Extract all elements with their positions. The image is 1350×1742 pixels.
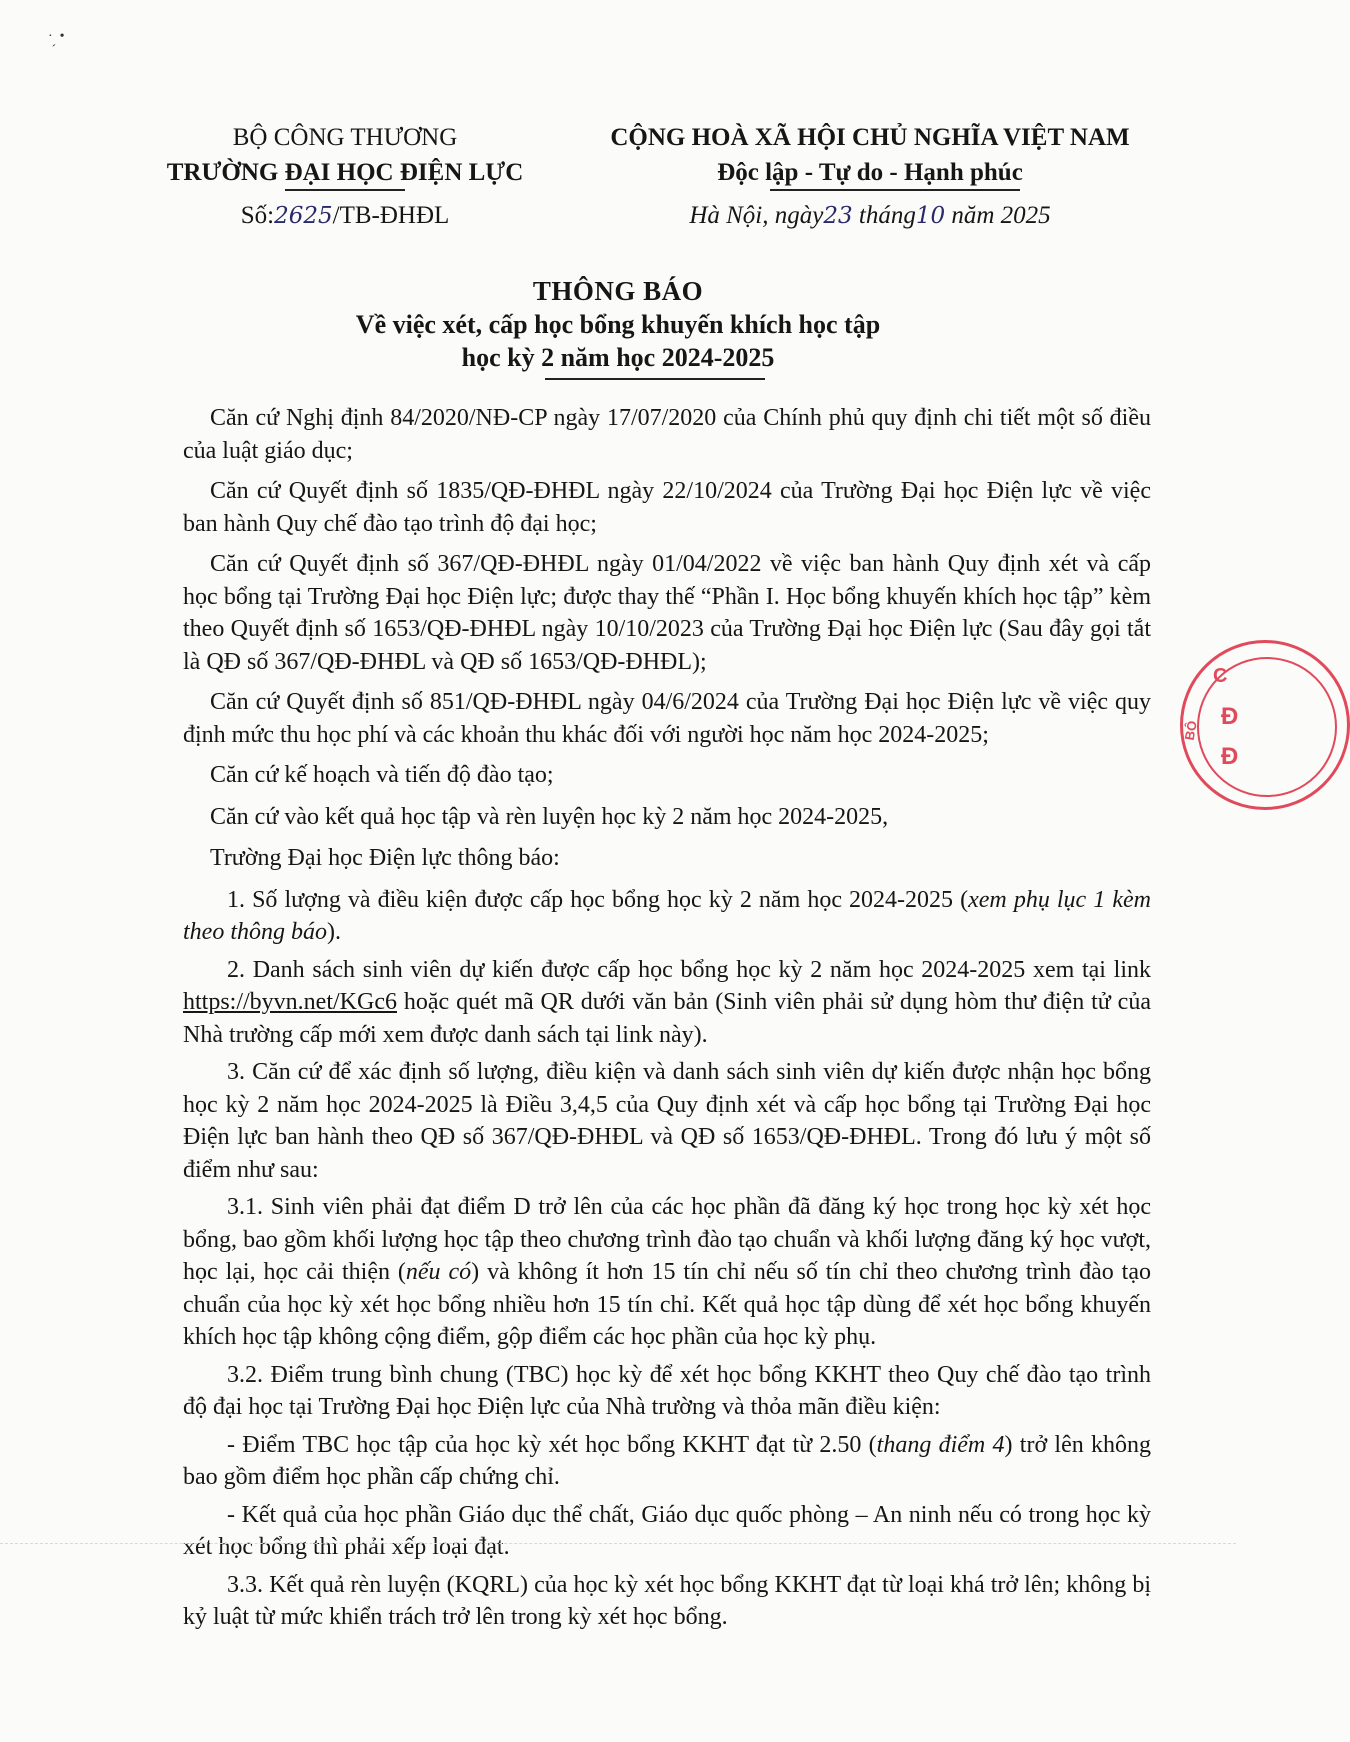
item-2-end: hoặc quét mã QR dưới văn bản (Sinh viên phải sử dụng hòm thư điện tử của Nhà trường cấp mới xem được danh sách tại link này).: [183, 989, 1151, 1048]
item-3-2: 3.2. Điểm trung bình chung (TBC) học kỳ để xét học bổng KKHT theo Quy chế đào tạo trình độ đại học tại Trường Đại học Điện lực của Nhà trường và thỏa mãn điều kiện:: [183, 1361, 1151, 1420]
item-2-text: 2. Danh sách sinh viên dự kiến được cấp học bổng học kỳ 2 năm học 2024-2025 xem tại link: [227, 956, 1151, 983]
item-3-1-italic: nếu có: [405, 1259, 472, 1285]
basis-paragraph-5: Căn cứ kế hoạch và tiến độ đào tạo;: [210, 762, 554, 788]
date-day: 23: [823, 203, 853, 229]
item-3-1: [183, 1191, 1151, 1354]
stamp-ring-text: BỘ: [1181, 719, 1200, 742]
date-part-2: tháng: [858, 202, 916, 229]
stamp-letter-top: C: [1213, 665, 1228, 687]
item-1-text: 1. Số lượng và điều kiện được cấp học bổng học kỳ 2 năm học 2024-2025 (: [227, 886, 969, 913]
title-line-1: Về việc xét, cấp học bổng khuyến khích học tập: [355, 310, 881, 339]
number-suffix: /TB-ĐHĐL: [332, 202, 450, 229]
condition-1-end: ) trở lên không bao gồm điểm học phần cấp chứng chỉ.: [183, 1431, 1151, 1490]
list-link[interactable]: https://byvn.net/KGc6: [183, 989, 397, 1015]
basis-paragraph-3: Căn cứ Quyết định số 367/QĐ-ĐHĐL ngày 01/04/2022 về việc ban hành Quy định xét và cấp học bổng tại Trường Đại học Điện lực; được thay thế “Phần I. Học bổng khuyến khích học tập” kèm theo Quyết định số 1653/QĐ-ĐHĐL ngày 10/10/2023 của Trường Đại học Điện lực (Sau đây gọi tắt là QĐ số 367/QĐ-ĐHĐL và QĐ số 1653/QĐ-ĐHĐL);: [183, 551, 1151, 675]
item-1-end: ).: [327, 919, 341, 945]
item-2: [183, 954, 1151, 1052]
scan-fold-line: [0, 1543, 1236, 1544]
header-left-underline: [285, 189, 405, 191]
basis-paragraph-4: Căn cứ Quyết định số 851/QĐ-ĐHĐL ngày 04/6/2024 của Trường Đại học Điện lực về việc quy định mức thu học phí và các khoản thu khác đối với người học năm học 2024-2025;: [183, 689, 1151, 748]
number-prefix: Số:: [240, 202, 275, 229]
basis-paragraph-2: Căn cứ Quyết định số 1835/QĐ-ĐHĐL ngày 22/10/2024 của Trường Đại học Điện lực về việc ban hành Quy chế đào tạo trình độ đại học;: [183, 478, 1151, 537]
basis-paragraph-6: Căn cứ vào kết quả học tập và rèn luyện học kỳ 2 năm học 2024-2025,: [210, 803, 889, 830]
scan-marks: · • ˊ: [48, 29, 65, 58]
stamp-letter-mid: Đ: [1221, 703, 1239, 730]
number-handwritten: 2625: [274, 203, 333, 229]
issue-date: [560, 198, 1180, 234]
ministry-name: BỘ CÔNG THƯƠNG: [232, 124, 458, 151]
red-seal-stamp: [1180, 640, 1350, 810]
basis-paragraph-1: Căn cứ Nghị định 84/2020/NĐ-CP ngày 17/07/2020 của Chính phủ quy định chi tiết một số điều của luật giáo dục;: [183, 405, 1151, 464]
date-part-1: Hà Nội, ngày: [689, 202, 824, 229]
announcement-intro: Trường Đại học Điện lực thông báo:: [210, 845, 560, 871]
condition-1: [183, 1429, 1151, 1494]
stamp-letter-low: Đ: [1221, 743, 1239, 770]
document-title: [0, 275, 1236, 374]
item-3-1-end: ) và không ít hơn 15 tín chỉ nếu số tín chỉ theo chương trình đào tạo chuẩn của học kỳ xét học bổng nhiều hơn 15 tín chỉ. Kết quả học tập dùng để xét học bổng khuyến khích học tập không cộng điểm, gộp điểm các học phần của học kỳ phụ.: [183, 1259, 1152, 1350]
country-name: CỘNG HOÀ XÃ HỘI CHỦ NGHĨA VIỆT NAM: [610, 124, 1130, 151]
national-motto: Độc lập - Tự do - Hạnh phúc: [717, 159, 1023, 186]
condition-2: - Kết quả của học phần Giáo dục thể chất, Giáo dục quốc phòng – An ninh nếu có trong học kỳ xét học bổng thì phải xếp loại đạt.: [183, 1501, 1151, 1560]
title-line-2: học kỳ 2 năm học 2024-2025: [461, 343, 775, 372]
date-part-3: năm 2025: [951, 202, 1051, 229]
document-header: [0, 120, 1236, 240]
item-3-3: 3.3. Kết quả rèn luyện (KQRL) của học kỳ xét học bổng KKHT đạt từ loại khá trở lên; không bị kỷ luật từ mức khiển trách trở lên trong kỳ xét học bổng.: [183, 1571, 1151, 1630]
item-3: 3. Căn cứ để xác định số lượng, điều kiện và danh sách sinh viên dự kiến được nhận học bổng học kỳ 2 năm học 2024-2025 là Điều 3,4,5 của Quy định xét và cấp học bổng tại Trường Đại học Điện lực ban hành theo QĐ số 367/QĐ-ĐHĐL và QĐ số 1653/QĐ-ĐHĐL. Trong đó lưu ý một số điểm như sau:: [183, 1059, 1151, 1183]
item-1-italic: xem phụ lục 1 kèm theo thông báo: [183, 886, 1151, 945]
item-3-1-text: 3.1. Sinh viên phải đạt điểm D trở lên của các học phần đã đăng ký học trong học kỳ xét học bổng, bao gồm khối lượng học tập theo chương trình đào tạo chuẩn và khối lượng đăng ký học vượt, học lại, học cải thiện (: [183, 1194, 1151, 1285]
item-1: [183, 884, 1151, 949]
condition-1-italic: thang điểm 4: [876, 1431, 1005, 1458]
document-number: [110, 198, 580, 234]
header-right-underline: [770, 189, 1020, 191]
title-underline: [545, 378, 765, 380]
title-main: THÔNG BÁO: [532, 276, 704, 306]
document-body: [183, 402, 1151, 1639]
date-month: 10: [915, 203, 946, 229]
condition-1-text: - Điểm TBC học tập của học kỳ xét học bổng KKHT đạt từ 2.50 (: [227, 1431, 877, 1458]
school-name: TRƯỜNG ĐẠI HỌC ĐIỆN LỰC: [166, 159, 524, 186]
